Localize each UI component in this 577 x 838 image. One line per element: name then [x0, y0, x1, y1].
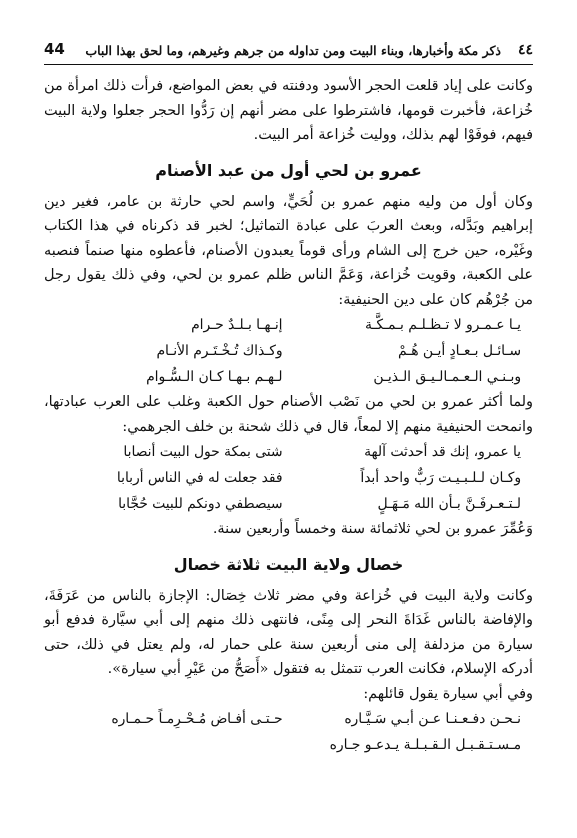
hemistich-first: وبـنـي الـعـمـالـيـق الـذيـن [373, 369, 521, 385]
hemistich-second: سيصطفي دونكم للبيت حُجَّابا [118, 496, 283, 512]
hemistich-second: فقد جعلت له في الناس أربابا [116, 470, 283, 486]
hemistich-first: لـتـعـرفَـنَّ بـأن الله مَـهَـلٍ [377, 496, 521, 512]
hemistich-first: نـحـن دفـعـنـا عـن أبـي سَـيَّـاره [344, 711, 521, 727]
page-number-arabic: ٤٤ [517, 42, 533, 58]
poem-line [44, 338, 533, 364]
running-title: ذكر مكة وأخبارها، وبناء البيت ومن تداوله من جرهم وغيرهم، وما لحق بهذا الباب [85, 43, 501, 58]
hemistich-first: يـا عـمـرو لا تـظـلـم بـمـكَّـة [364, 317, 521, 333]
hemistich-second: حـتـى أفـاض مُـحْـرِمـاً حـمـاره [111, 711, 283, 727]
section-heading-khisal: خصال ولاية البيت ثلاثة خصال [173, 554, 404, 574]
hemistich-first: سـائـل بـعـادٍ أيـن هُـمْ [398, 343, 521, 359]
poem-tail-line: مـسـتـقـبـل الـقـبـلـة يـدعـو جـاره [329, 737, 521, 753]
section-heading-amr: عمرو بن لحي أول من عبد الأصنام [155, 160, 422, 180]
paragraph-5: وكانت ولاية البيت في خُزاعة وفي مضر ثلاث خِصَال: الإجازة بالناس من عَرَفَةَ، والإفاضة بالناس غَدَاةَ النحر إلى مِنًى، فانتهى ذلك منهم إلى أبي سيَّارة فدفع أبو سيارة من مزدلفة إلى منى أربعين سنة على حمار له، ولم يعتل في ذلك، حتى أدركه الإسلام، فكانت العرب تتمثل به فتقول «أَصَحُّ من عَيْرِ أبي سيارة». [44, 587, 533, 677]
page-body [44, 74, 533, 758]
poem-line [44, 732, 533, 758]
hemistich-second: لـهـم بـهـا كـان الـسُّـوام [146, 369, 283, 385]
poem-jurhumi [44, 312, 533, 390]
poem-line [44, 465, 533, 491]
poem-abu-sayyara [44, 706, 533, 758]
hemistich-second: وكـذاك تُـخْـتَـرم الأنـام [156, 343, 283, 359]
poem-line [44, 312, 533, 338]
page-number-latin: 44 [44, 40, 65, 58]
hemistich-first: وكـان لـلـبـيـت رَبٌّ واحد أبداً [360, 470, 521, 486]
poem-line [44, 364, 533, 390]
hemistich-first: يا عمرو، إنك قد أحدثت آلهة [364, 444, 521, 460]
poem-line [44, 491, 533, 517]
paragraph-4: وَعُمِّرَ عمرو بن لحي ثلاثمائة سنة وخمساً وأربعين سنة. [212, 521, 533, 537]
page-header [44, 42, 533, 62]
paragraph-3: ولما أكثر عمرو بن لحي من نَصْب الأصنام حول الكعبة وغلب على العرب عبادتها، وانمحت الحنيفية منهم إلا لمعاً، قال في ذلك شحنة بن خلف الجرهمي: [44, 394, 533, 435]
paragraph-6: وفي أبي سيارة يقول قائلهم: [363, 685, 533, 702]
poem-line [44, 439, 533, 465]
paragraph-2: وكان أول من وليه منهم عمرو بن لُحَيٍّ، واسم لحي حارثة بن عامر، فغير دين إبراهيم وبَدَّله، وبعث العربَ على عبادة التماثيل؛ لخبر قد ذكرناه في هذا الكتاب وغَيْره، حين خرج إلى الشام ورأى قوماً يعبدون الأصنام، فأعطوه منها صنماً فنصبه على الكعبة، وقويت خُزاعة، وَعَمَّ الناس ظلم عمرو بن لحي، وفي ذلك يقول رجل من جُرْهُم كان على دين الحنيفية: [44, 193, 533, 308]
hemistich-second: شتى بمكة حول البيت أنصابا [123, 444, 283, 460]
poem-shihna [44, 439, 533, 517]
hemistich-second: إنـهـا بـلـدٌ حـرام [191, 317, 283, 333]
poem-line [44, 706, 533, 732]
header-rule [44, 64, 533, 65]
paragraph-1: وكانت على إياد قلعت الحجر الأسود ودفنته في بعض المواضع، فرأت ذلك امرأة من خُزاعة، فأخبرت قومها، فاشترطوا على مضر أنهم إن رَدُّوا الحجر جعلوا ولاية البيت فيهم، فوفَوْا لهم بذلك، ووليت خُزاعة أمر البيت. [44, 78, 533, 143]
